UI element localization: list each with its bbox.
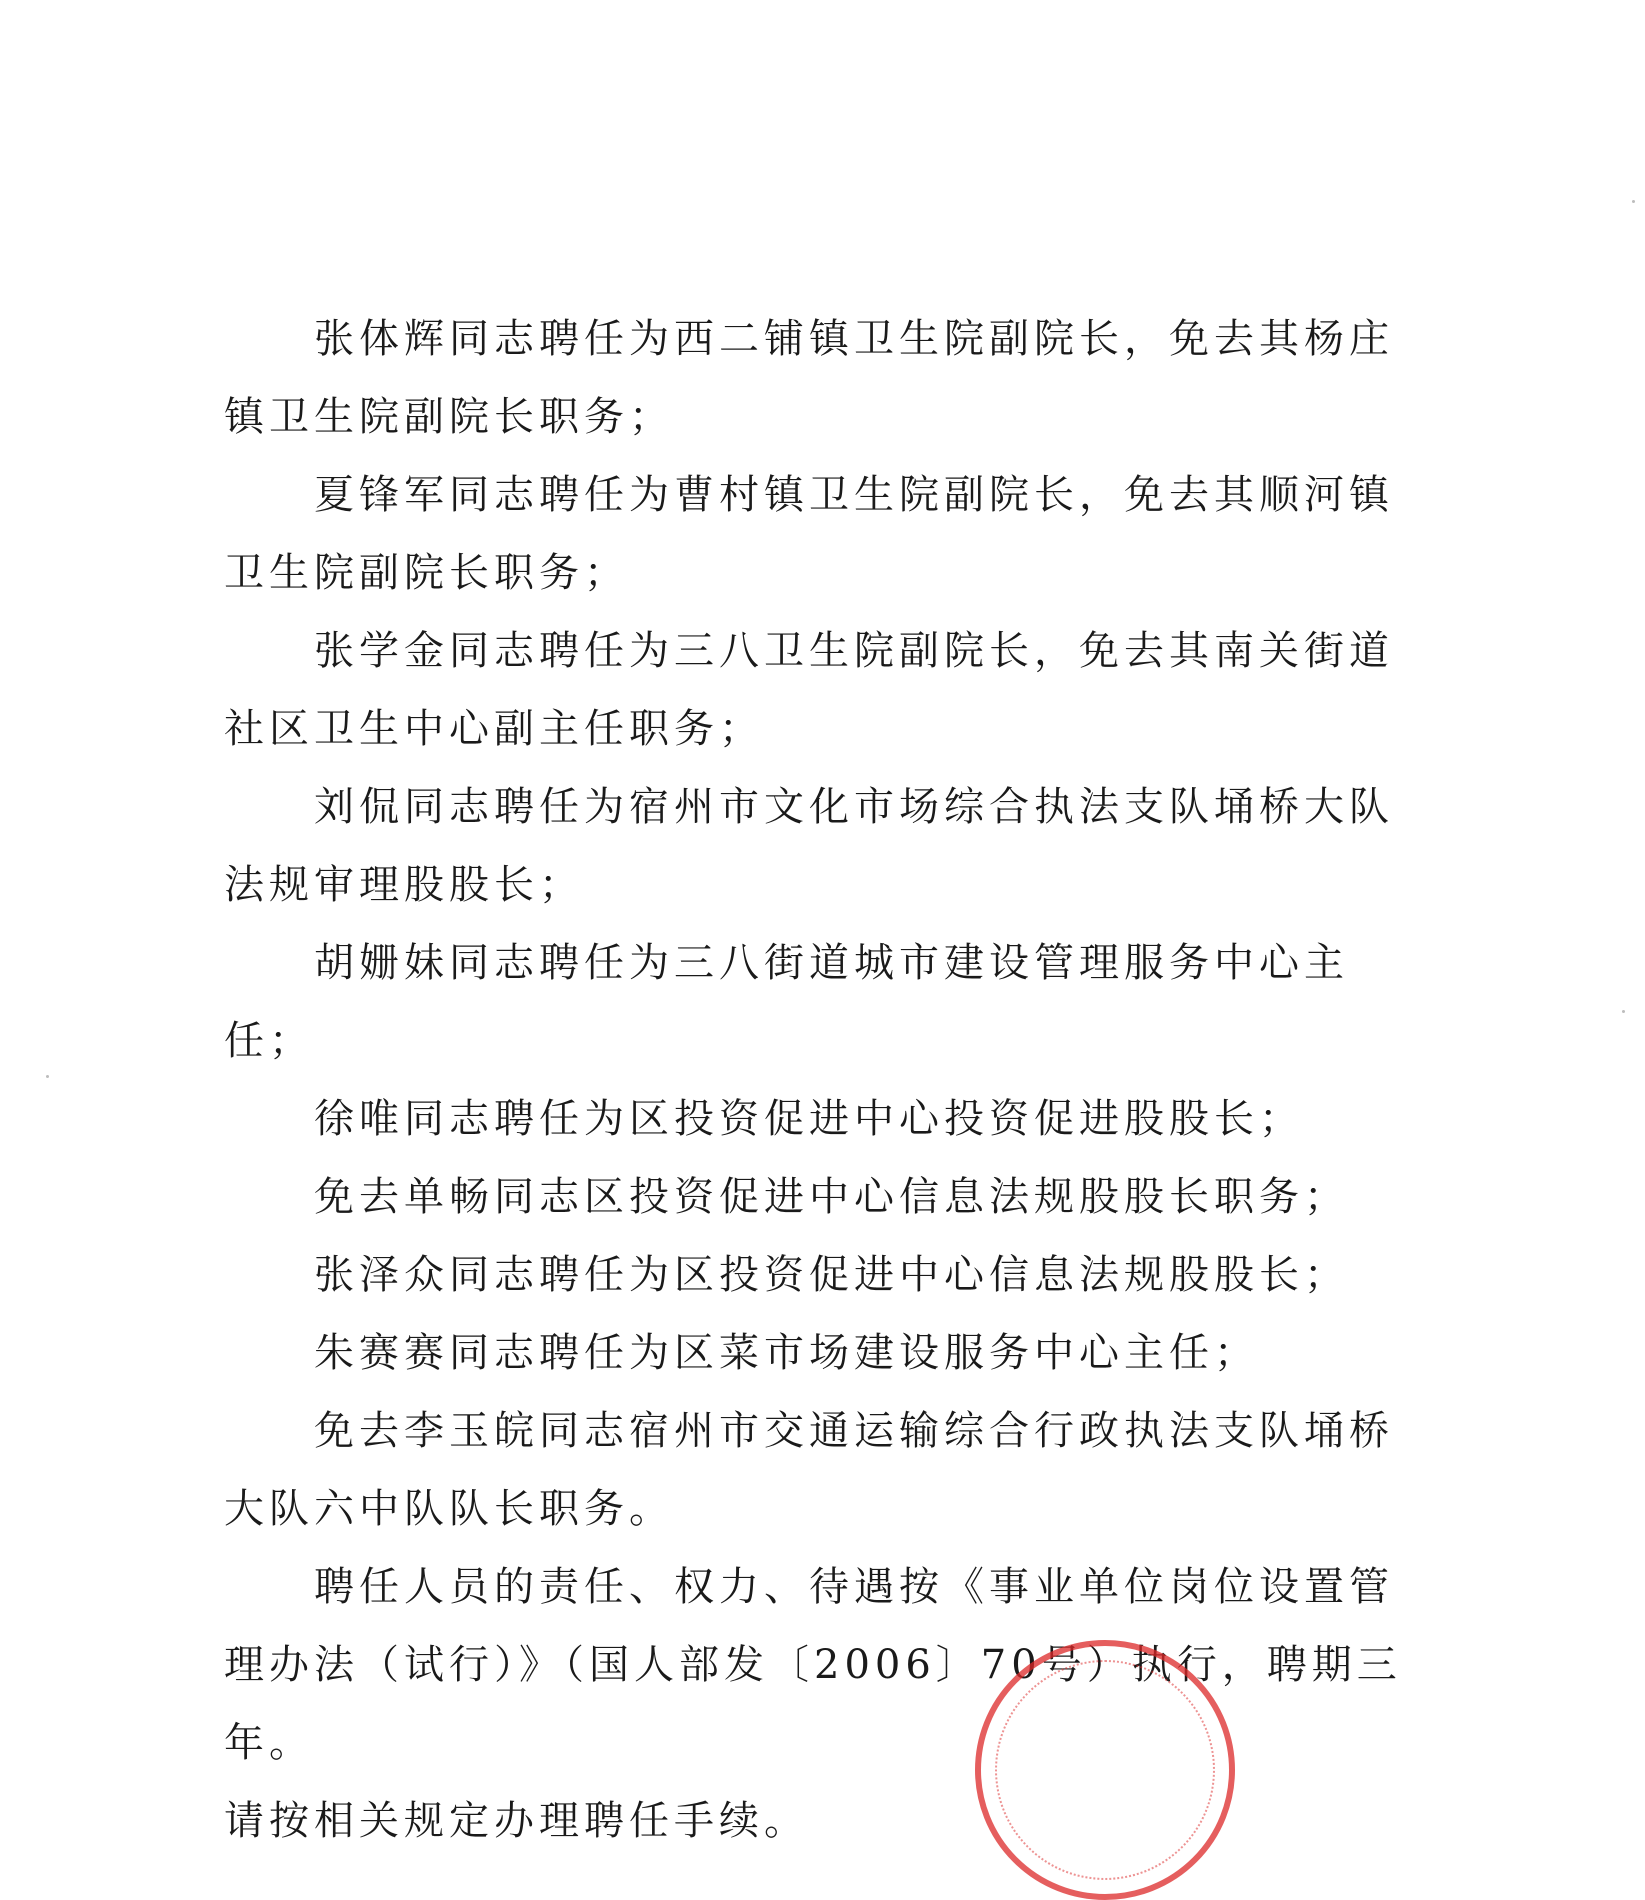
paragraph-12: 请按相关规定办理聘任手续。 (224, 1798, 809, 1844)
official-seal-stamp (975, 1640, 1235, 1900)
paragraph-7: 免去单畅同志区投资促进中心信息法规股股长职务； (314, 1174, 1349, 1220)
paragraph-6: 徐唯同志聘任为区投资促进中心投资促进股股长； (314, 1096, 1304, 1142)
paragraph-10: 免去李玉皖同志宿州市交通运输综合行政执法支队埇桥大队六中队队长职务。 (224, 1408, 1394, 1532)
paragraph-11: 聘任人员的责任、权力、待遇按《事业单位岗位设置管理办法（试行）》（国人部发〔2006〕70号）执行，聘期三年。 (224, 1564, 1402, 1766)
paragraph-9: 朱赛赛同志聘任为区菜市场建设服务中心主任； (314, 1330, 1259, 1376)
paragraph-2: 夏锋军同志聘任为曹村镇卫生院副院长，免去其顺河镇卫生院副院长职务； (224, 472, 1394, 596)
paragraph-8: 张泽众同志聘任为区投资促进中心信息法规股股长； (314, 1252, 1349, 1298)
scan-speck (1622, 1010, 1625, 1013)
paragraph-5: 胡姗妹同志聘任为三八街道城市建设管理服务中心主任； (224, 940, 1349, 1064)
paragraph-3: 张学金同志聘任为三八卫生院副院长，免去其南关街道社区卫生中心副主任职务； (224, 628, 1394, 752)
scan-speck (46, 1075, 49, 1078)
scan-speck (1632, 200, 1635, 203)
seal-inner-ring (995, 1660, 1215, 1880)
paragraph-1: 张体辉同志聘任为西二铺镇卫生院副院长，免去其杨庄镇卫生院副院长职务； (224, 316, 1394, 440)
document-body (224, 300, 1404, 1860)
paragraph-4: 刘侃同志聘任为宿州市文化市场综合执法支队埇桥大队法规审理股股长； (224, 784, 1394, 908)
